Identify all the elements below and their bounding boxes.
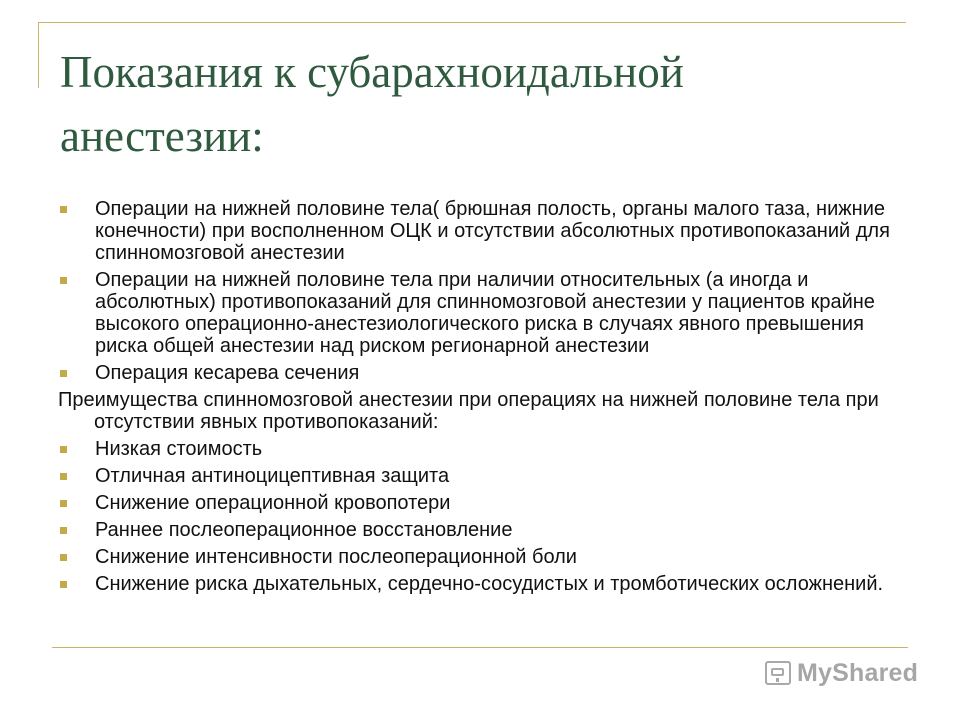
list-item	[58, 465, 908, 487]
list-item	[58, 438, 908, 460]
square-bullet-icon	[60, 277, 67, 284]
watermark-text: MyShared	[797, 658, 919, 687]
square-bullet-icon	[60, 527, 67, 534]
list-item-text: Операции на нижней половине тела при наличии относительных (а иногда и абсолютных) противопоказаний для спинномозговой анестезии у пациентов крайне высокого операционно-анестезиологического риска в случаях явного превышения риска общей анестезии над риском регионарной анестезии	[95, 269, 875, 357]
square-bullet-icon	[60, 370, 67, 377]
list-item	[58, 198, 908, 264]
list-item	[58, 269, 908, 357]
list-item-text: Снижение интенсивности послеоперационной боли	[95, 546, 577, 568]
watermark	[765, 658, 918, 688]
list-item	[58, 546, 908, 568]
square-bullet-icon	[60, 473, 67, 480]
square-bullet-icon	[60, 581, 67, 588]
list-item-text: Снижение операционной кровопотери	[95, 492, 451, 514]
frame-bottom-line	[52, 647, 908, 648]
projector-screen-icon	[765, 661, 791, 685]
list-item-text: Снижение риска дыхательных, сердечно-сосудистых и тромботических осложнений.	[95, 573, 884, 595]
section-paragraph: Преимущества спинномозговой анестезии при операциях на нижней половине тела при отсутствии явных противопоказаний:	[58, 389, 879, 433]
list-item	[58, 519, 908, 541]
list-item-text: Операция кесарева сечения	[95, 362, 360, 384]
list-item	[58, 362, 908, 384]
list-item-text: Отличная антиноцицептивная защита	[95, 465, 450, 487]
square-bullet-icon	[60, 500, 67, 507]
square-bullet-icon	[60, 206, 67, 213]
square-bullet-icon	[60, 446, 67, 453]
frame-top-line	[38, 22, 906, 23]
list-item-text: Операции на нижней половине тела( брюшная полость, органы малого таза, нижние конечности) при восполненном ОЦК и отсутствии абсолютных противопоказаний для спинномозговой анестезии	[95, 198, 890, 264]
list-item-text: Низкая стоимость	[95, 438, 263, 460]
list-item-text: Раннее послеоперационное восстановление	[95, 519, 513, 541]
frame-left-line	[38, 22, 39, 88]
list-item	[58, 492, 908, 514]
square-bullet-icon	[60, 554, 67, 561]
slide-content	[58, 198, 908, 600]
slide-title: Показания к субарахноидальной анестезии:	[60, 47, 684, 161]
list-item	[58, 573, 908, 595]
